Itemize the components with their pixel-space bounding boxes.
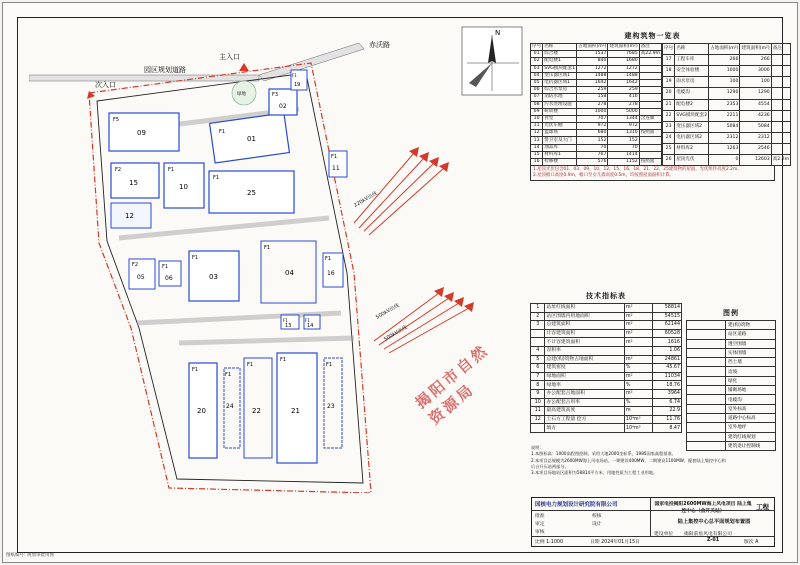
chiwo-road-label: 赤沃路 bbox=[369, 41, 390, 49]
building-table-row: 03 SVG模块配套1 1272 1272 bbox=[531, 65, 662, 72]
legend-swatch bbox=[687, 367, 726, 376]
legend-row bbox=[687, 432, 776, 441]
svg-text:F1: F1 bbox=[219, 129, 226, 135]
role-check: 审定 bbox=[535, 522, 545, 527]
chiwo-road bbox=[259, 43, 364, 81]
svg-text:F1: F1 bbox=[162, 264, 169, 270]
legend-swatch bbox=[687, 423, 726, 432]
building-table-row: 05 电抗器区域1 1642 1642 bbox=[531, 79, 662, 86]
building-table-row: 23 变压器区域2 5084 5084 bbox=[663, 121, 791, 132]
svg-text:F1: F1 bbox=[325, 256, 332, 262]
line-label-1: 220kV出线 bbox=[353, 190, 379, 209]
internal-road bbox=[179, 338, 354, 343]
tech-table bbox=[530, 303, 682, 433]
svg-text:22: 22 bbox=[252, 407, 261, 415]
legend-label: 铺砌场地 bbox=[726, 386, 776, 395]
svg-text:12: 12 bbox=[125, 212, 134, 220]
date: 日期 2024年01月15日 bbox=[590, 540, 640, 545]
company-name: 国核电力规划设计研究院有限公司 bbox=[535, 502, 618, 508]
legend-row bbox=[687, 367, 776, 376]
legend-label: 道路中心标高 bbox=[726, 413, 776, 422]
footer-note: 图纸编号: 规划审批用图 bbox=[6, 553, 54, 558]
tech-table-row: 不计容建筑面积 m² 1616 bbox=[531, 338, 682, 347]
building-table-row: 04 变压器区域1 1488 1488 bbox=[531, 72, 662, 79]
svg-text:F1: F1 bbox=[192, 367, 199, 373]
building-table-row: 09 研训楼 1000 5000 bbox=[531, 108, 662, 115]
building-23[interactable] bbox=[324, 358, 342, 448]
svg-text:13: 13 bbox=[285, 323, 292, 329]
scale: 比例 1:1000 bbox=[535, 540, 563, 545]
building-11[interactable] bbox=[329, 151, 347, 177]
svg-text:F1: F1 bbox=[305, 318, 310, 323]
svg-text:F2: F2 bbox=[115, 167, 122, 173]
building-table-row: 17 工程车库 266 266 bbox=[663, 55, 791, 66]
legend-row bbox=[687, 413, 776, 422]
legend-label: 电缆沟 bbox=[726, 395, 776, 404]
tech-panel bbox=[530, 289, 682, 433]
role-design: 设计 bbox=[592, 522, 602, 527]
tech-table-row: 1 站址红线面积 m² 58814 bbox=[531, 304, 682, 313]
tech-table-row: 11 最高建筑高度 m 22.9 bbox=[531, 407, 682, 416]
building-19[interactable] bbox=[291, 70, 307, 90]
svg-text:F3: F3 bbox=[272, 92, 279, 98]
buildings-notes: 1.屋顶光伏包含01、03、09、10、12、15、16、18、21、22、25建筑物的屋面，光伏组件高度2.2m。 2.屋顶檐口高度0.9m，檐口至女儿墙高度0.5m，均按照屋面面积计算。 bbox=[530, 166, 775, 181]
building-table-row: 21 配电楼2 2353 4554 bbox=[663, 99, 791, 110]
buildings-table-title: 建构筑物一览表 bbox=[624, 32, 681, 40]
legend-row bbox=[687, 423, 776, 432]
role-verify: 校核 bbox=[592, 514, 602, 519]
building-05[interactable] bbox=[129, 259, 155, 289]
svg-text:25: 25 bbox=[247, 189, 256, 197]
building-table-row: 01 综合楼 1537 7685 高22.9m bbox=[531, 51, 662, 58]
park-road-label: 园区规划道路 bbox=[144, 66, 186, 74]
legend-row bbox=[687, 376, 776, 385]
svg-text:F1: F1 bbox=[264, 245, 271, 251]
legend-label: 建筑红线规划 bbox=[726, 432, 776, 441]
building-10[interactable] bbox=[164, 163, 204, 208]
building-25[interactable] bbox=[209, 171, 294, 213]
secondary-entrance-label: 次入口 bbox=[95, 81, 116, 89]
legend-swatch bbox=[687, 330, 726, 339]
building-table-row: 15 材料库1 767 1414 bbox=[531, 151, 662, 158]
building-table-row: 13 警卫室及大门 152 152 bbox=[531, 137, 662, 144]
client-label: 建设单位 bbox=[654, 532, 674, 537]
legend-label: 边坡 bbox=[726, 367, 776, 376]
legend-label: 室外标高 bbox=[726, 404, 776, 413]
legend-row bbox=[687, 330, 776, 339]
legend-swatch bbox=[687, 413, 726, 422]
buildings-panel bbox=[530, 29, 790, 181]
legend-row bbox=[687, 386, 776, 395]
svg-text:F1: F1 bbox=[247, 362, 254, 368]
legend-label: 绿化 bbox=[726, 376, 776, 385]
building-table-row: 02 配电楼1 840 1680 bbox=[531, 58, 662, 65]
legend-swatch bbox=[687, 395, 726, 404]
tech-table-title: 技术指标表 bbox=[586, 292, 626, 300]
drawing-title: 陆上集控中心总平面规划布置图 bbox=[677, 519, 751, 525]
legend-row bbox=[687, 339, 776, 348]
legend-panel bbox=[686, 306, 776, 451]
line-label-4: 500kV出线 bbox=[383, 324, 409, 343]
svg-text:F2: F2 bbox=[132, 262, 139, 268]
legend-swatch bbox=[687, 339, 726, 348]
tech-table-row: 2 站区围墙内用地面积 m² 54515 bbox=[531, 312, 682, 321]
building-table-row: 19 雨水泵房 100 100 bbox=[663, 77, 791, 88]
svg-text:21: 21 bbox=[291, 407, 300, 415]
tech-table-row: 10 办公配套占用率 % 6.74 bbox=[531, 398, 682, 407]
main-entrance-label: 主入口 bbox=[219, 53, 240, 61]
approval-stamp: 揭阳市自然资源局 bbox=[411, 340, 493, 429]
tech-table-row: 4 容积率 1.06 bbox=[531, 346, 682, 355]
legend-swatch bbox=[687, 376, 726, 385]
svg-text:09: 09 bbox=[137, 129, 146, 137]
svg-text:02: 02 bbox=[279, 103, 287, 110]
svg-text:F1: F1 bbox=[213, 175, 220, 181]
building-table-row: 20 电缆沟 1290 1290 bbox=[663, 88, 791, 99]
svg-text:F1: F1 bbox=[331, 154, 338, 160]
tech-table-row: 8 绿地率 % 18.76 bbox=[531, 381, 682, 390]
building-04[interactable] bbox=[261, 241, 316, 303]
buildings-table-left: 序号 名称 占地面积(m²) 建筑面积(m²) 备注 01 综合楼 1537 7685 高22.9m 02 配电楼1 840 1680 03 SVG模块配套1 1272 1272 04 变压器区域1 1488 1488 05 电抗器区域1 1642 1642 06 综合水泵房 259 259 07 消防水池 158 416 08 污水处理设施 278 278 09 研训楼 1000 5000 10 食堂 707 1344 含连廊 11 光伏车棚 972 972 12 篮球场 680 1310 按照面 13 警卫室及大门 152 152 14 油品库 70 70 15 材料库1 767 1414 16 检修楼 576 1152 按照面 bbox=[532, 44, 660, 165]
building-06[interactable] bbox=[159, 261, 181, 286]
svg-text:F1: F1 bbox=[283, 318, 288, 323]
building-table-row: 12 篮球场 680 1310 按照面 bbox=[531, 130, 662, 137]
tech-table-row: 3 总建筑面积 m² 62144 bbox=[531, 321, 682, 330]
legend-label: 挡土墙 bbox=[726, 358, 776, 367]
building-table-row: 08 污水处理设施 278 278 bbox=[531, 101, 662, 108]
north-arrow bbox=[462, 27, 522, 95]
park-road bbox=[29, 75, 259, 81]
building-table-row: 18 安全体验楼 1000 3000 bbox=[663, 66, 791, 77]
svg-text:14: 14 bbox=[307, 323, 314, 329]
building-22[interactable] bbox=[244, 358, 272, 458]
legend-row bbox=[687, 321, 776, 330]
svg-text:01: 01 bbox=[247, 135, 256, 143]
svg-text:20: 20 bbox=[197, 407, 206, 415]
role-review: 审核 bbox=[535, 530, 545, 535]
svg-text:24: 24 bbox=[226, 403, 234, 410]
title-block bbox=[531, 497, 775, 547]
building-table-row: 16 检修楼 576 1152 按照面 bbox=[531, 159, 662, 166]
tech-table-row: 12 土石方工程量 挖方 10⁴m³ 11.76 bbox=[531, 415, 682, 424]
svg-text:04: 04 bbox=[285, 269, 294, 277]
tech-table-row: 填方 10⁴m³ 8.47 bbox=[531, 424, 682, 433]
role-approve: 批准 bbox=[535, 514, 545, 519]
tech-table-row: 7 绿地面积 m² 11034 bbox=[531, 372, 682, 381]
legend-swatch bbox=[687, 432, 726, 441]
svg-text:10: 10 bbox=[179, 183, 188, 191]
building-table-row: 24 电抗器区域2 2312 2312 bbox=[663, 132, 791, 143]
building-table-row: 22 SVG模块配套2 2211 4236 bbox=[663, 110, 791, 121]
building-table-row: 25 材料库2 1263 2546 bbox=[663, 143, 791, 154]
legend-label: 室外地坪 bbox=[726, 423, 776, 432]
svg-text:F1: F1 bbox=[225, 372, 232, 378]
stage-label: 工程 bbox=[756, 503, 769, 511]
building-13[interactable] bbox=[281, 315, 299, 329]
building-21[interactable] bbox=[277, 353, 317, 463]
building-table-row: 14 油品库 70 70 bbox=[531, 144, 662, 151]
building-03[interactable] bbox=[189, 251, 239, 301]
main-entrance-arrow bbox=[239, 63, 249, 71]
svg-text:F5: F5 bbox=[113, 117, 120, 123]
building-24[interactable] bbox=[224, 368, 240, 448]
legend-swatch bbox=[687, 386, 726, 395]
drawing-sheet bbox=[2, 2, 798, 563]
tech-table-row: 计容建筑面积 m² 60528 bbox=[531, 329, 682, 338]
legend-row bbox=[687, 348, 776, 357]
svg-text:06: 06 bbox=[165, 275, 173, 282]
legend-row bbox=[687, 395, 776, 404]
building-16[interactable] bbox=[323, 253, 343, 287]
tech-table-row: 5 总建(构)筑物占地面积 m² 24861 bbox=[531, 355, 682, 364]
line-label-3: 500kV出线 bbox=[375, 302, 401, 321]
building-02[interactable] bbox=[269, 89, 297, 115]
building-15[interactable] bbox=[111, 163, 159, 198]
legend-title: 图例 bbox=[723, 309, 739, 317]
svg-text:19: 19 bbox=[294, 82, 301, 88]
drawing-number: Z-01 bbox=[707, 538, 720, 543]
project-name: 国家电投揭阳2600MW海上风电项目 陆上集控中心（含开关站） bbox=[654, 502, 752, 514]
tech-table-row: 6 建筑密度 % 45.67 bbox=[531, 364, 682, 373]
svg-text:F1: F1 bbox=[326, 362, 333, 368]
buildings-table-right: 序号 名称 占地面积(m²) 建筑面积(m²) 备注 17 工程车库 266 266 18 安全体验楼 1000 3000 19 雨水泵房 100 100 20 电缆沟 1290 1290 21 配电楼2 2353 4554 22 SVG模块配套2 2211 4236 23 变压器区域2 5084 5084 24 电抗器区域2 2312 2312 25 材料库2 1263 2546 26 屋顶光伏 0 12603 高2.2m bbox=[662, 43, 791, 166]
building-table-row: 07 消防水池 158 416 bbox=[531, 94, 662, 101]
building-table-row: 10 食堂 707 1344 含连廊 bbox=[531, 115, 662, 122]
green-label: 绿地 bbox=[237, 92, 246, 97]
legend-label: 实体围墙 bbox=[726, 348, 776, 357]
building-table-row: 26 屋顶光伏 0 12603 高2.2m bbox=[663, 155, 791, 166]
building-table-row: 06 综合水泵房 259 259 bbox=[531, 87, 662, 94]
legend-label: 建(构)筑物 bbox=[726, 321, 776, 330]
svg-text:F1: F1 bbox=[192, 255, 199, 261]
svg-text:N: N bbox=[495, 29, 501, 37]
sheet-version: 版次 A bbox=[744, 540, 759, 545]
building-table-row: 11 光伏车棚 972 972 bbox=[531, 123, 662, 130]
svg-text:F1: F1 bbox=[168, 167, 175, 173]
tech-table-row: 9 办公配套占地面积 m² 3964 bbox=[531, 389, 682, 398]
legend-label: 站区道路 bbox=[726, 330, 776, 339]
svg-text:F1: F1 bbox=[280, 357, 287, 363]
svg-text:05: 05 bbox=[137, 274, 145, 281]
legend-swatch bbox=[687, 404, 726, 413]
transmission-lines bbox=[354, 153, 469, 353]
svg-text:16: 16 bbox=[327, 270, 335, 277]
svg-text:15: 15 bbox=[129, 179, 138, 187]
client-name: 揭阳前詹风电有限公司 bbox=[684, 532, 732, 537]
line-arrows bbox=[409, 147, 474, 312]
legend-label: 建筑退让控制线 bbox=[726, 441, 776, 450]
legend-swatch bbox=[687, 358, 726, 367]
svg-text:23: 23 bbox=[327, 403, 335, 410]
building-09[interactable] bbox=[109, 113, 179, 151]
legend-swatch bbox=[687, 348, 726, 357]
svg-text:11: 11 bbox=[332, 165, 340, 172]
legend-row bbox=[687, 404, 776, 413]
svg-text:F1: F1 bbox=[292, 73, 297, 78]
drawing-notes: 说明： 1.本图标高：1000高程图控制，采用大地2000坐标系，1985国家高程基准。 2.本项目总规模为2600MW海上风电场站，一期建设400MW，二期建设1100MW，配套陆上集控中心和 后台升压站两部分。 3.本项目场地站区面积为58814平方米，用地性质为工程工业用地。 bbox=[531, 445, 726, 476]
building-14[interactable] bbox=[304, 315, 320, 329]
building-12[interactable] bbox=[111, 203, 151, 228]
legend-row bbox=[687, 358, 776, 367]
building-20[interactable] bbox=[189, 363, 217, 458]
legend-swatch bbox=[687, 321, 726, 330]
svg-text:03: 03 bbox=[209, 273, 218, 281]
legend-table bbox=[686, 320, 776, 451]
legend-label: 透空围墙 bbox=[726, 339, 776, 348]
